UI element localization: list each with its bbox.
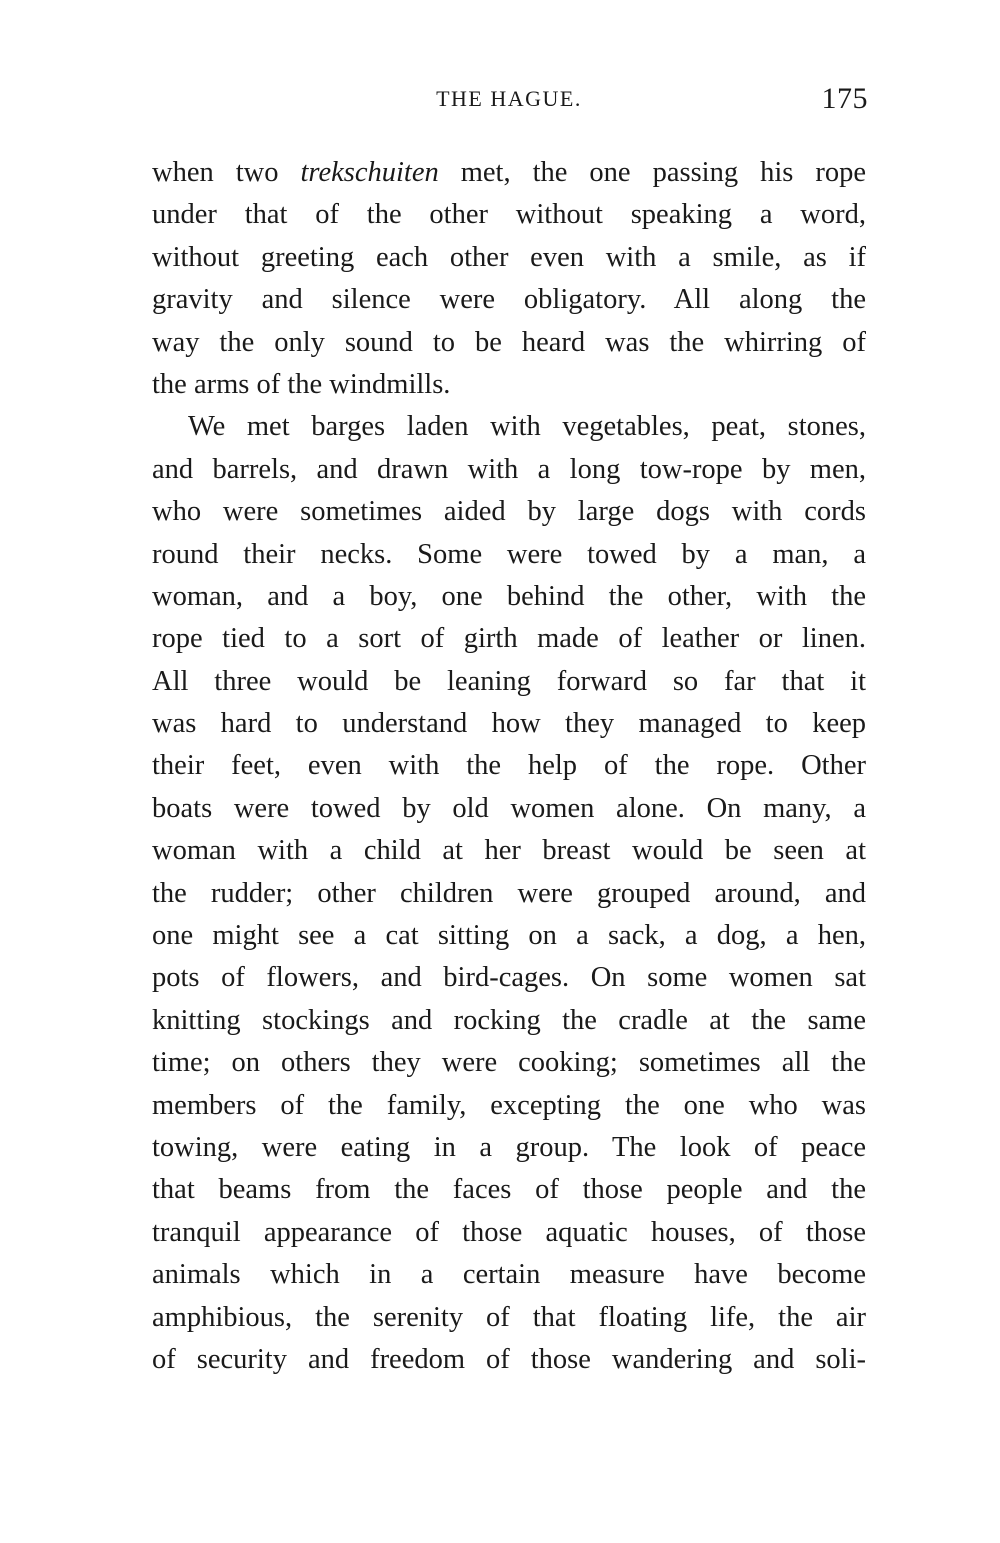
- text-line: their feet, even with the help of the rope. Other: [152, 750, 866, 782]
- text-span: when two: [152, 157, 301, 188]
- text-line: woman, and a boy, one behind the other, with the: [152, 580, 866, 612]
- text-line: that beams from the faces of those people and the: [152, 1174, 866, 1206]
- text-line: without greeting each other even with a smile, as if: [152, 241, 866, 273]
- text-line: of security and freedom of those wandering and soli-: [152, 1343, 866, 1375]
- text-line: one might see a cat sitting on a sack, a dog, a hen,: [152, 920, 866, 952]
- text-line: All three would be leaning forward so far that it: [152, 665, 866, 697]
- text-line: and barrels, and drawn with a long tow-rope by men,: [152, 453, 866, 485]
- text-line: pots of flowers, and bird-cages. On some women sat: [152, 962, 866, 994]
- italic-word: trekschuiten: [300, 157, 439, 188]
- text-line: gravity and silence were obligatory. All along the: [152, 284, 866, 316]
- text-line: We met barges laden with vegetables, peat, stones,: [188, 411, 866, 443]
- text-line: under that of the other without speaking a word,: [152, 199, 866, 231]
- running-head: [150, 82, 868, 122]
- text-line: members of the family, excepting the one who was: [152, 1089, 866, 1121]
- text-span: met, the one passing his rope: [438, 157, 866, 188]
- running-title: THE HAGUE.: [436, 86, 582, 111]
- text-line: boats were towed by old women alone. On many, a: [152, 792, 866, 824]
- text-line: tranquil appearance of those aquatic houses, of those: [152, 1216, 866, 1248]
- text-line: who were sometimes aided by large dogs with cords: [152, 496, 866, 528]
- text-line: [152, 152, 866, 194]
- text-line: animals which in a certain measure have become: [152, 1259, 866, 1291]
- text-line: way the only sound to be heard was the whirring of: [152, 326, 866, 358]
- text-line: knitting stockings and rocking the cradle at the same: [152, 1004, 866, 1036]
- text-line: time; on others they were cooking; sometimes all the: [152, 1047, 866, 1079]
- text-line: rope tied to a sort of girth made of leather or linen.: [152, 623, 866, 655]
- text-line: was hard to understand how they managed to keep: [152, 708, 866, 740]
- text-line: the arms of the windmills.: [152, 368, 451, 400]
- text-line: woman with a child at her breast would be seen at: [152, 835, 866, 867]
- text-line: amphibious, the serenity of that floating life, the air: [152, 1301, 866, 1333]
- page-number: 175: [821, 82, 868, 115]
- body-text: [152, 152, 866, 1381]
- text-line: round their necks. Some were towed by a man, a: [152, 538, 866, 570]
- text-line: towing, were eating in a group. The look of peace: [152, 1131, 866, 1163]
- text-line: the rudder; other children were grouped around, and: [152, 877, 866, 909]
